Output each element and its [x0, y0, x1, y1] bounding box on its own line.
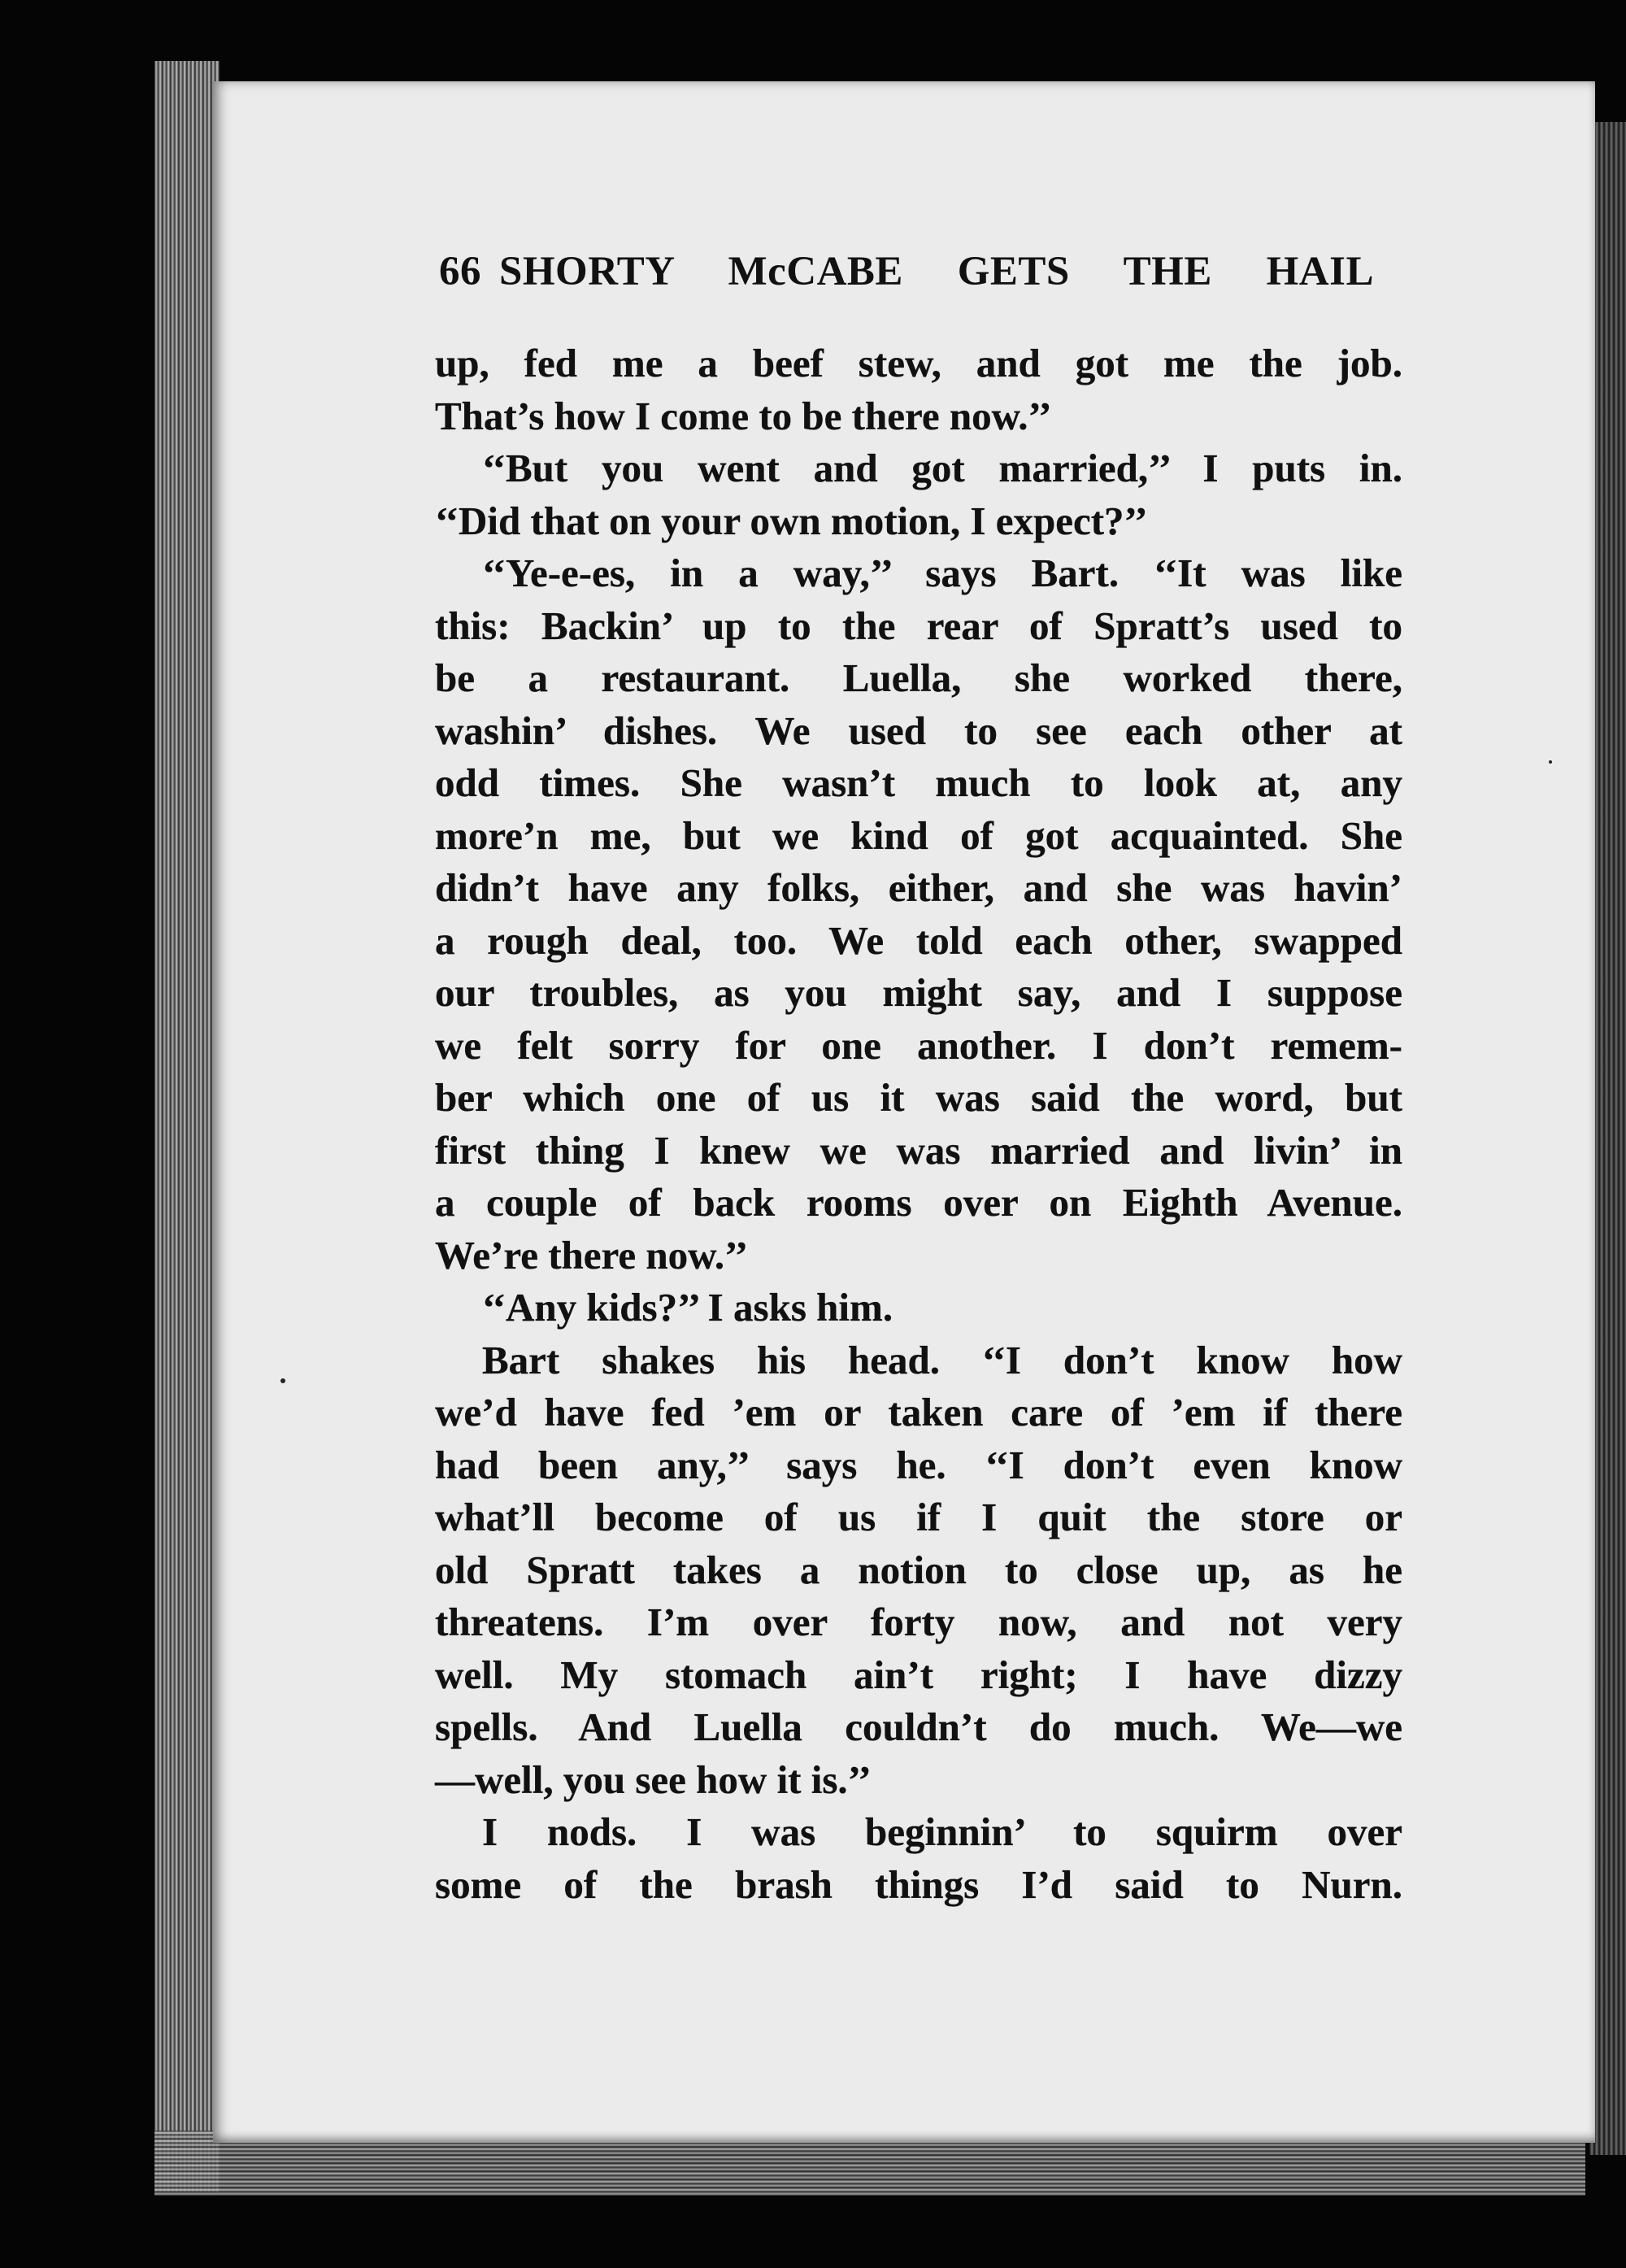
text-line: ‘‘Did that on your own motion, I expect?’’ — [435, 498, 1148, 543]
text-line: first thing I knew we was married and livin’ in — [435, 1127, 1402, 1173]
text-line: didn’t have any folks, either, and she was havin’ — [435, 865, 1402, 910]
text-line: ‘‘Any kids?’’ I asks him. — [482, 1285, 893, 1330]
text-line: spells. And Luella couldn’t do much. We—we — [435, 1704, 1402, 1749]
text-line: a rough deal, too. We told each other, swapped — [435, 917, 1402, 963]
text-line: more’n me, but we kind of got acquainted. She — [435, 812, 1402, 858]
text-line: washin’ dishes. We used to see each other at — [435, 707, 1402, 753]
text-line: I nods. I was beginnin’ to squirm over — [482, 1809, 1402, 1854]
text-line: ber which one of us it was said the word, but — [435, 1075, 1402, 1120]
scan-speck — [280, 1378, 285, 1383]
text-line: be a restaurant. Luella, she worked there, — [435, 655, 1402, 700]
text-line: our troubles, as you might say, and I suppose — [435, 970, 1402, 1015]
text-line: a couple of back rooms over on Eighth Avenue. — [435, 1180, 1402, 1225]
body-text — [435, 337, 1402, 1911]
text-line: odd times. She wasn’t much to look at, any — [435, 760, 1402, 805]
text-line: this: Backin’ up to the rear of Spratt’s used to — [435, 603, 1402, 648]
text-line: up, fed me a beef stew, and got me the job. — [435, 341, 1402, 385]
page-number: 66 — [439, 249, 481, 294]
text-line: some of the brash things I’d said to Nurn. — [435, 1861, 1402, 1907]
text-line: well. My stomach ain’t right; I have dizzy — [435, 1652, 1402, 1697]
text-line: we’d have fed ’em or taken care of ’em if there — [435, 1390, 1402, 1434]
text-line: threatens. I’m over forty now, and not very — [435, 1600, 1402, 1644]
text-line: ‘‘Ye-e-es, in a way,’’ says Bart. ‘‘It was like — [482, 551, 1402, 595]
text-line: had been any,’’ says he. ‘‘I don’t even know — [435, 1442, 1402, 1487]
text-line: That’s how I come to be there now.’’ — [435, 393, 1052, 438]
running-head — [439, 248, 1374, 295]
text-line: old Spratt takes a notion to close up, as he — [435, 1547, 1402, 1592]
text-line: We’re there now.’’ — [435, 1232, 749, 1278]
running-title: SHORTY McCABE GETS THE HAIL — [499, 249, 1374, 294]
scan-speck — [1549, 760, 1552, 764]
page-edges-left — [154, 61, 220, 2192]
text-line: —well, you see how it is.’’ — [435, 1757, 872, 1802]
text-line: Bart shakes his head. ‘‘I don’t know how — [482, 1337, 1402, 1382]
text-line: what’ll become of us if I quit the store or — [435, 1495, 1402, 1539]
text-line: ‘‘But you went and got married,’’ I puts in. — [482, 446, 1402, 490]
text-line: we felt sorry for one another. I don’t remem- — [435, 1022, 1402, 1068]
